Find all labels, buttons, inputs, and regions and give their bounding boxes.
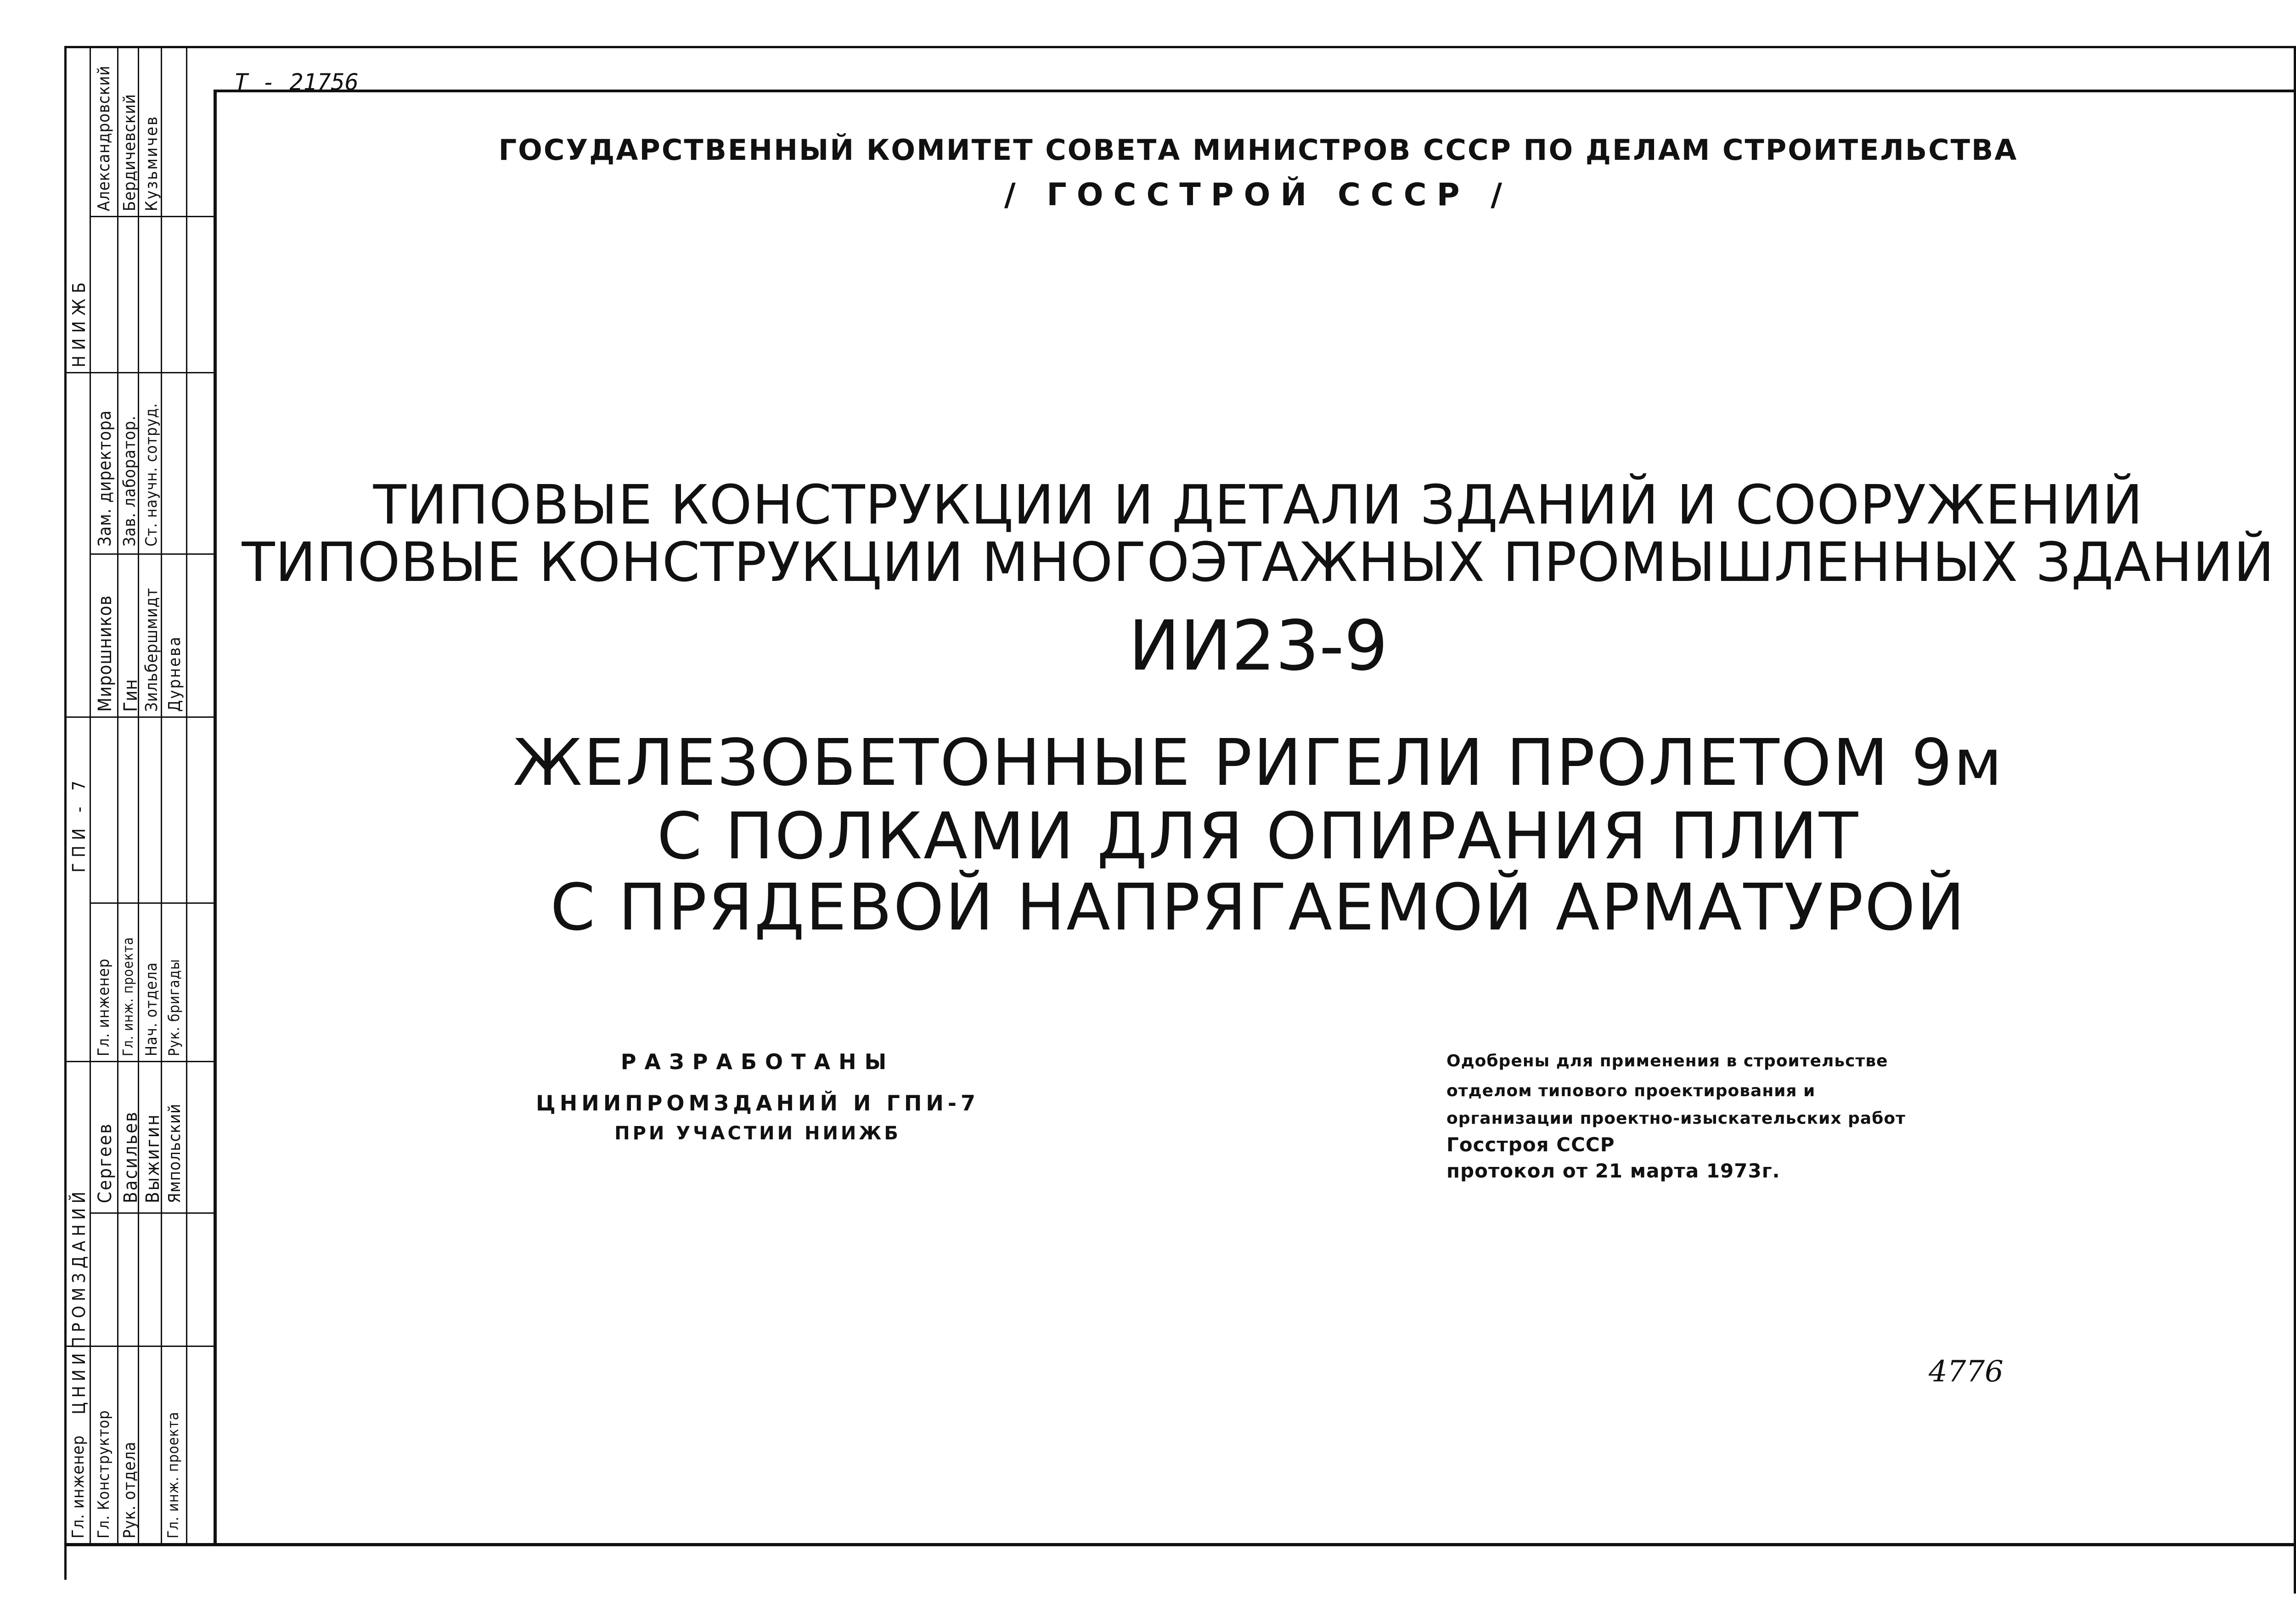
series-code: ИИ23-9: [1128, 606, 1388, 686]
document-title-line-3: С ПРЯДЕВОЙ НАПРЯГАЕМОЙ АРМАТУРОЙ: [550, 870, 1966, 945]
stamp-org1-role-1: Гл. инженер: [69, 1435, 88, 1538]
stamp-org1-name-3: Выжигин: [142, 1113, 163, 1203]
approval-line-4: Госстроя СССР: [1446, 1133, 1615, 1156]
stamp-org-niizhb: НИИЖБ: [69, 276, 89, 367]
stamp-org2-role-3: Нач. отдела: [142, 962, 161, 1056]
stamp-col-5: [186, 46, 187, 1544]
stamp-org1-role-4: Гл. инж. проекта: [164, 1411, 182, 1538]
stamp-row-4: [64, 716, 216, 718]
stamp-org2-name-2: Гин: [120, 679, 141, 712]
stamp-row-3: [90, 553, 216, 555]
inventory-number: 4776: [1929, 1355, 2003, 1389]
stamp-row-2: [64, 372, 216, 373]
stamp-row-1: [90, 216, 216, 217]
stamp-org1-role-2: Гл. Конструктор: [95, 1410, 113, 1538]
stamp-org3-name-1: Александровский: [95, 65, 113, 211]
stamp-col-4: [161, 46, 162, 1544]
stamp-org3-name-2: Бердичевский: [120, 94, 139, 211]
series-title-line-2: ТИПОВЫЕ КОНСТРУКЦИИ МНОГОЭТАЖНЫХ ПРОМЫШЛЕННЫХ ЗДАНИЙ: [242, 530, 2275, 594]
gosstroy-heading: / ГОССТРОЙ СССР /: [1004, 177, 1513, 213]
developers-line-2: ПРИ УЧАСТИИ НИИЖБ: [614, 1123, 901, 1144]
developers-line-1: ЦНИИПРОМЗДАНИЙ И ГПИ-7: [536, 1091, 979, 1115]
stamp-org2-name-1: Мирошников: [95, 595, 116, 712]
stamp-org3-role-2: Зав. лаборатор.: [120, 415, 139, 546]
document-title-line-1: ЖЕЛЕЗОБЕТОННЫЕ РИГЕЛИ ПРОЛЕТОМ 9м: [513, 726, 2003, 800]
document-code: Т - 21756: [234, 69, 359, 96]
frame-top-inner: [216, 90, 2296, 92]
stamp-org2-name-3: Зильбершмидт: [142, 587, 161, 712]
stamp-org2-role-2: Гл. инж. проекта: [120, 937, 136, 1056]
approval-line-3: организации проектно-изыскательских работ: [1446, 1109, 1906, 1128]
approval-line-2: отделом типового проектирования и: [1446, 1082, 1816, 1100]
stamp-org-gpi7: ГПИ - 7: [69, 775, 89, 873]
stamp-org-cniipromzdaniy: ЦНИИПРОМЗДАНИЙ: [69, 1187, 89, 1414]
ministry-heading: ГОСУДАРСТВЕННЫЙ КОМИТЕТ СОВЕТА МИНИСТРОВ СССР ПО ДЕЛАМ СТРОИТЕЛЬСТВА: [498, 133, 2018, 167]
frame-top: [64, 46, 2296, 48]
stamp-org2-role-1: Гл. инженер: [95, 958, 113, 1056]
frame-left-outer: [64, 46, 67, 1580]
stamp-org1-name-1: Сергеев: [95, 1122, 116, 1203]
stamp-org3-role-3: Ст. научн. сотруд.: [142, 403, 161, 546]
approval-line-1: Одобрены для применения в строительстве: [1446, 1052, 1888, 1070]
stamp-row-5: [90, 902, 216, 904]
stamp-col-1: [90, 46, 91, 1544]
document-title-line-2: С ПОЛКАМИ ДЛЯ ОПИРАНИЯ ПЛИТ: [657, 799, 1860, 874]
stamp-org3-role-1: Зам. директора: [95, 410, 115, 546]
stamp-col-3: [138, 46, 139, 1544]
series-title-line-1: ТИПОВЫЕ КОНСТРУКЦИИ И ДЕТАЛИ ЗДАНИЙ И СООРУЖЕНИЙ: [373, 473, 2144, 536]
stamp-org1-role-3: Рук. отдела: [120, 1441, 139, 1538]
developers-heading: РАЗРАБОТАНЫ: [620, 1049, 895, 1074]
stamp-org2-role-4: Рук. бригады: [165, 958, 183, 1056]
stamp-row-7: [90, 1212, 216, 1214]
stamp-org1-name-4: Ямпольский: [165, 1103, 184, 1203]
approval-line-5: протокол от 21 марта 1973г.: [1446, 1160, 1780, 1182]
stamp-org2-name-4: Дурнева: [165, 635, 184, 712]
stamp-org1-name-2: Васильев: [120, 1110, 141, 1203]
stamp-row-6: [64, 1061, 216, 1062]
stamp-col-2: [117, 46, 118, 1544]
frame-bottom: [64, 1543, 2296, 1546]
stamp-org3-name-3: Кузьмичев: [142, 115, 161, 211]
